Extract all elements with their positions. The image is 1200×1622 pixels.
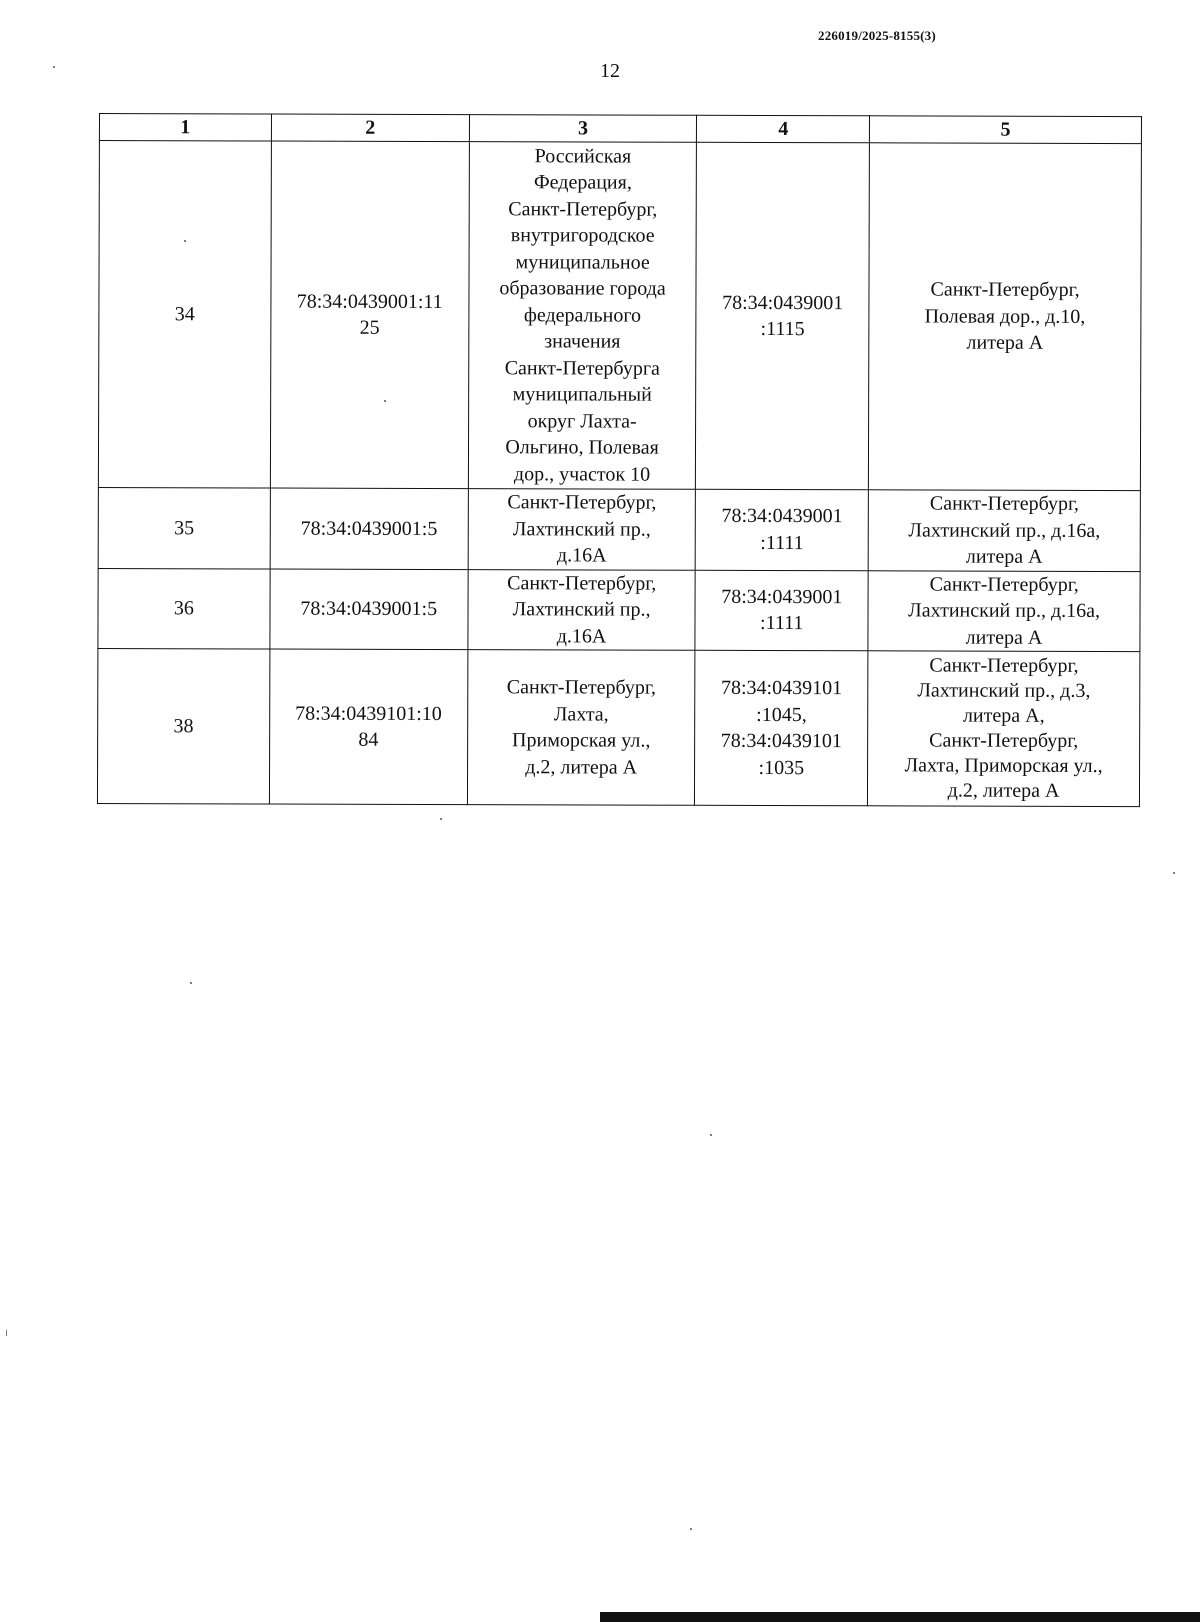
building-address-cell: Санкт-Петербург, Лахтинский пр., д.3, литера А, Санкт-Петербург, Лахта, Приморская ул., д.2, литера А [868, 651, 1140, 807]
document-number: 226019/2025-8155(3) [818, 28, 936, 43]
cadastral-number-cell: 78:34:0439101:10 84 [269, 649, 468, 805]
table-header-row [99, 114, 1141, 144]
table-row [98, 568, 1140, 652]
building-cadastral-cell: 78:34:0439001 :1115 [696, 142, 870, 490]
table-row [98, 141, 1141, 491]
table-row [98, 487, 1140, 571]
scan-speck [440, 818, 442, 820]
cadastral-number-cell: 78:34:0439001:5 [270, 488, 468, 569]
building-address-cell: Санкт-Петербург, Лахтинский пр., д.16а, литера А [868, 490, 1140, 571]
column-header-1: 1 [99, 114, 271, 142]
page-number: 12 [600, 60, 620, 82]
cadastral-number-cell: 78:34:0439001:5 [270, 569, 468, 650]
scan-edge-mark [6, 1330, 7, 1336]
registry-table [97, 113, 1142, 807]
column-header-3: 3 [469, 115, 697, 143]
scan-speck [190, 982, 192, 984]
land-address-cell: Санкт-Петербург, Лахта, Приморская ул., д.2, литера А [467, 650, 695, 806]
building-address-cell: Санкт-Петербург, Лахтинский пр., д.16а, литера А [868, 570, 1140, 651]
scan-bottom-edge [600, 1612, 1200, 1622]
building-cadastral-cell: 78:34:0439001 :1111 [696, 489, 869, 570]
scan-speck [184, 240, 186, 242]
column-header-4: 4 [697, 115, 870, 143]
land-address-cell: Российская Федерация, Санкт-Петербург, внутригородское муниципальное образование города федерального значения Санкт-Петербурга муниципальный округ Лахта- Ольгино, Полевая дор., участок 10 [468, 142, 697, 490]
building-address-cell: Санкт-Петербург, Полевая дор., д.10, литера А [869, 143, 1142, 491]
building-cadastral-cell: 78:34:0439101 :1045, 78:34:0439101 :1035 [695, 650, 868, 806]
table-row [97, 648, 1139, 806]
scan-speck [710, 1134, 712, 1136]
scan-speck [384, 400, 386, 402]
land-address-cell: Санкт-Петербург, Лахтинский пр., д.16А [468, 569, 696, 650]
row-number-cell: 35 [98, 487, 270, 568]
scan-speck [1173, 872, 1175, 874]
row-number-cell: 36 [98, 568, 270, 649]
row-number-cell: 38 [97, 648, 269, 804]
land-address-cell: Санкт-Петербург, Лахтинский пр., д.16А [468, 489, 696, 570]
column-header-5: 5 [870, 116, 1142, 144]
cadastral-number-cell: 78:34:0439001:11 25 [270, 141, 469, 489]
building-cadastral-cell: 78:34:0439001 :1111 [695, 570, 868, 651]
scan-speck [690, 1528, 692, 1530]
scan-speck [53, 66, 55, 68]
row-number-cell: 34 [98, 141, 271, 489]
column-header-2: 2 [271, 114, 469, 142]
